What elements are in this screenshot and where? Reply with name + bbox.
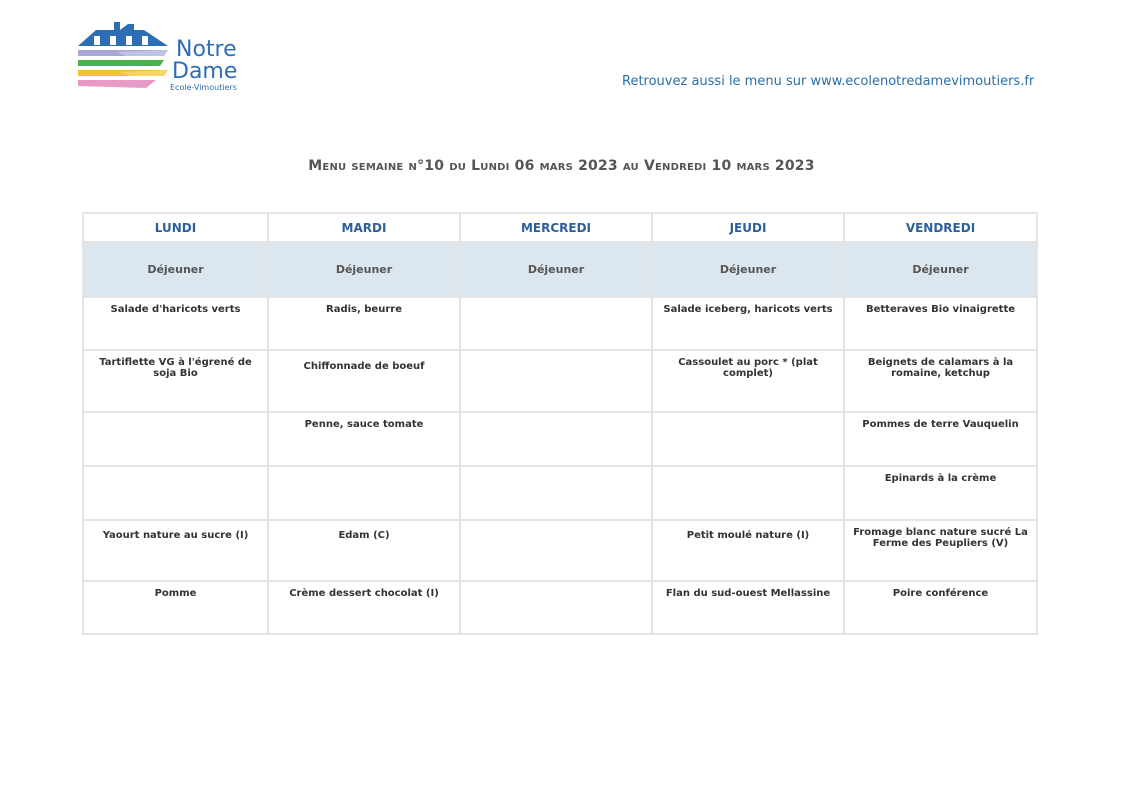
menu-cell: Cassoulet au porc * (plat complet) [652, 350, 844, 412]
meal-label: Déjeuner [460, 242, 652, 297]
table-row [83, 350, 1037, 412]
menu-cell: Crème dessert chocolat (I) [268, 581, 460, 634]
menu-cell [268, 466, 460, 520]
menu-cell: Pomme [83, 581, 268, 634]
table-row [83, 297, 1037, 350]
menu-cell: Penne, sauce tomate [268, 412, 460, 466]
menu-cell: Petit moulé nature (I) [652, 520, 844, 581]
menu-cell [460, 581, 652, 634]
menu-cell: Flan du sud-ouest Mellassine [652, 581, 844, 634]
logo-subtitle: Ecole-Vimoutiers [170, 83, 237, 92]
logo-name-line1: Notre [176, 37, 237, 62]
meal-label: Déjeuner [844, 242, 1037, 297]
menu-cell: Betteraves Bio vinaigrette [844, 297, 1037, 350]
menu-cell [83, 466, 268, 520]
meal-row [83, 242, 1037, 297]
table-row [83, 581, 1037, 634]
day-header-jeudi: JEUDI [652, 213, 844, 242]
menu-cell: Chiffonnade de boeuf [268, 350, 460, 412]
menu-cell: Radis, beurre [268, 297, 460, 350]
logo-name-line2: Dame [172, 59, 238, 84]
meal-label: Déjeuner [83, 242, 268, 297]
menu-cell [460, 466, 652, 520]
menu-cell: Epinards à la crème [844, 466, 1037, 520]
menu-cell: Beignets de calamars à la romaine, ketchup [844, 350, 1037, 412]
menu-cell [460, 412, 652, 466]
meal-label: Déjeuner [652, 242, 844, 297]
page-title: Menu semaine n°10 du Lundi 06 mars 2023 au Vendredi 10 mars 2023 [308, 158, 815, 174]
menu-cell [460, 520, 652, 581]
day-header-mardi: MARDI [268, 213, 460, 242]
menu-cell [652, 466, 844, 520]
building-icon [78, 22, 168, 46]
menu-cell: Salade d'haricots verts [83, 297, 268, 350]
menu-cell: Yaourt nature au sucre (I) [83, 520, 268, 581]
table-row [83, 520, 1037, 581]
menu-cell [460, 297, 652, 350]
day-header-vendredi: VENDREDI [844, 213, 1037, 242]
day-header-lundi: LUNDI [83, 213, 268, 242]
stripes-icon [78, 50, 168, 88]
day-header-row [83, 213, 1037, 242]
website-link[interactable]: Retrouvez aussi le menu sur www.ecolenotredamevimoutiers.fr [622, 74, 1035, 89]
table-row [83, 412, 1037, 466]
day-header-mercredi: MERCREDI [460, 213, 652, 242]
menu-cell [83, 412, 268, 466]
meal-label: Déjeuner [268, 242, 460, 297]
menu-cell: Poire conférence [844, 581, 1037, 634]
school-logo [76, 16, 246, 100]
menu-cell: Salade iceberg, haricots verts [652, 297, 844, 350]
table-row [83, 466, 1037, 520]
menu-cell: Edam (C) [268, 520, 460, 581]
menu-cell: Fromage blanc nature sucré La Ferme des Peupliers (V) [844, 520, 1037, 581]
menu-table [82, 212, 1038, 635]
menu-cell [652, 412, 844, 466]
menu-cell: Tartiflette VG à l'égrené de soja Bio [83, 350, 268, 412]
menu-cell: Pommes de terre Vauquelin [844, 412, 1037, 466]
menu-cell [460, 350, 652, 412]
